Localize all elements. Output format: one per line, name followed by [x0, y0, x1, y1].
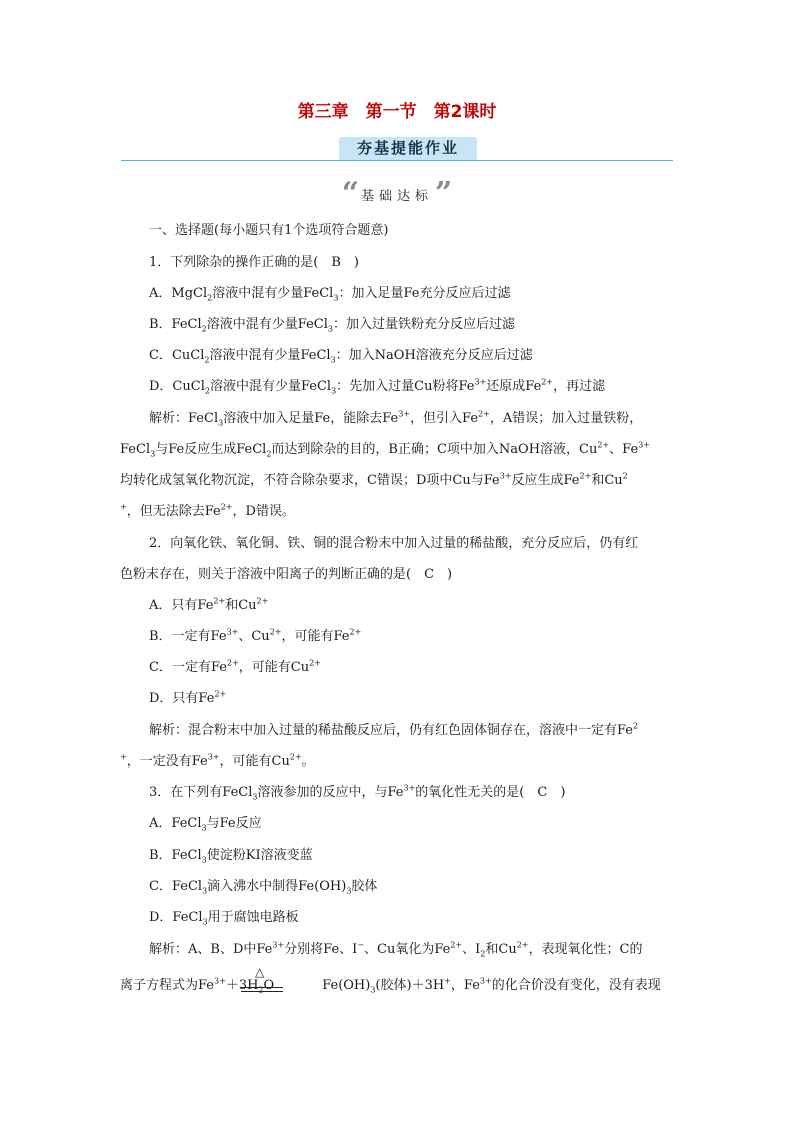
question-1-analysis-line-1: 解析：FeCl$_3$溶液中加入足量Fe，能除去$Fe^{3+}$，但引入$Fe^{2+}$，A错误；加入过量铁粉，: [149, 409, 643, 428]
question-2-analysis-line-2: +，一定没有$Fe^{3+}$，可能有$Cu^{2+}$。: [120, 752, 315, 769]
close-quote-icon: ”: [435, 176, 453, 211]
open-quote-icon: “: [341, 176, 359, 211]
page-title: 第三章 第一节 第2课时: [297, 102, 497, 122]
question-2-analysis-line-1: 解析：混合粉末中加入过量的稀盐酸反应后，仍有红色固体铜存在，溶液中一定有Fe$^2$: [149, 721, 639, 738]
question-2-option-d: D．只有$Fe^{2+}$: [149, 689, 227, 706]
question-3-analysis-line-2: 离子方程式为$Fe^{3+}+3H_2O$ $Fe(OH)_3$(胶体)＋3H+，$Fe^{3+}$的化合价没有变化，没有表现: [120, 976, 661, 995]
question-3-option-b: B．FeCl$_3$使淀粉KI溶液变蓝: [149, 848, 313, 865]
question-2-option-b: B．一定有$Fe^{3+}$、$Cu^{2+}$，可能有$Fe^{2+}$: [149, 627, 362, 644]
question-3-option-d: D．FeCl$_3$用于腐蚀电路板: [149, 910, 299, 927]
question-3-option-c: C．FeCl$_3$滴入沸水中制得$Fe(OH)_3$胶体: [149, 879, 378, 896]
question-1-analysis-line-2: FeCl$_3$与Fe反应生成FeCl$_2$而达到除杂的目的，B正确；C项中加入NaOH溶液，$Cu^{2+}$、$Fe^{3+}$: [120, 440, 650, 459]
question-3-analysis-line-1: 解析：A、B、D中$Fe^{3+}$分别将Fe、I−、Cu氧化为$Fe^{2+}$、$I_2$和$Cu^{2+}$，表现氧化性；C的: [149, 940, 643, 959]
title-divider: [121, 160, 673, 161]
question-2-stem-line-1: 2．向氧化铁、氧化铜、铁、铜的混合粉末中加入过量的稀盐酸，充分反应后，仍有红: [149, 536, 639, 551]
question-2-option-a: A．只有$Fe^{2+}$和$Cu^{2+}$: [149, 596, 269, 613]
question-2-stem-line-2: 色粉末存在，则关于溶液中阳离子的判断正确的是( C ): [120, 567, 453, 582]
question-2-option-c: C．一定有$Fe^{2+}$，可能有$Cu^{2+}$: [149, 658, 321, 675]
question-1-analysis-line-3: 均转化成氢氧化物沉淀，不符合除杂要求，C错误；D项中Cu与$Fe^{3+}$反应生成$Fe^{2+}$和Cu$^2$: [120, 471, 628, 488]
question-3-stem: 3．在下列有FeCl$_3$溶液参加的反应中，与$Fe^{3+}$的氧化性无关的是( C ): [149, 783, 566, 802]
question-3-option-a: A．FeCl$_3$与Fe反应: [149, 816, 262, 833]
question-section-header: 一、选择题(每小题只有1个选项符合题意): [149, 223, 389, 238]
equation-arrow-line-bottom: [241, 991, 283, 992]
banner-label: 夯基提能作业: [339, 137, 477, 160]
question-1-option-d: D．CuCl$_2$溶液中混有少量FeCl$_3$：先加入过量Cu粉将$Fe^{3+}$还原成$Fe^{2+}$，再过滤: [149, 377, 606, 396]
question-1-option-a: A．MgCl$_2$溶液中混有少量FeCl$_3$：加入足量Fe充分反应后过滤: [149, 286, 511, 303]
question-1-option-c: C．CuCl$_2$溶液中混有少量FeCl$_3$：加入NaOH溶液充分反应后过滤: [149, 348, 533, 365]
question-1-option-b: B．FeCl$_2$溶液中混有少量FeCl$_3$：加入过量铁粉充分反应后过滤: [149, 317, 515, 334]
heat-symbol: △: [255, 965, 265, 979]
question-1-stem: 1．下列除杂的操作正确的是( B ): [149, 255, 359, 270]
question-1-analysis-line-4: +，但无法除去$Fe^{2+}$，D错误。: [120, 502, 295, 519]
section-label: 基础达标: [360, 188, 433, 204]
section-heading: [0, 176, 794, 211]
equation-arrow-line-top: [241, 987, 283, 988]
